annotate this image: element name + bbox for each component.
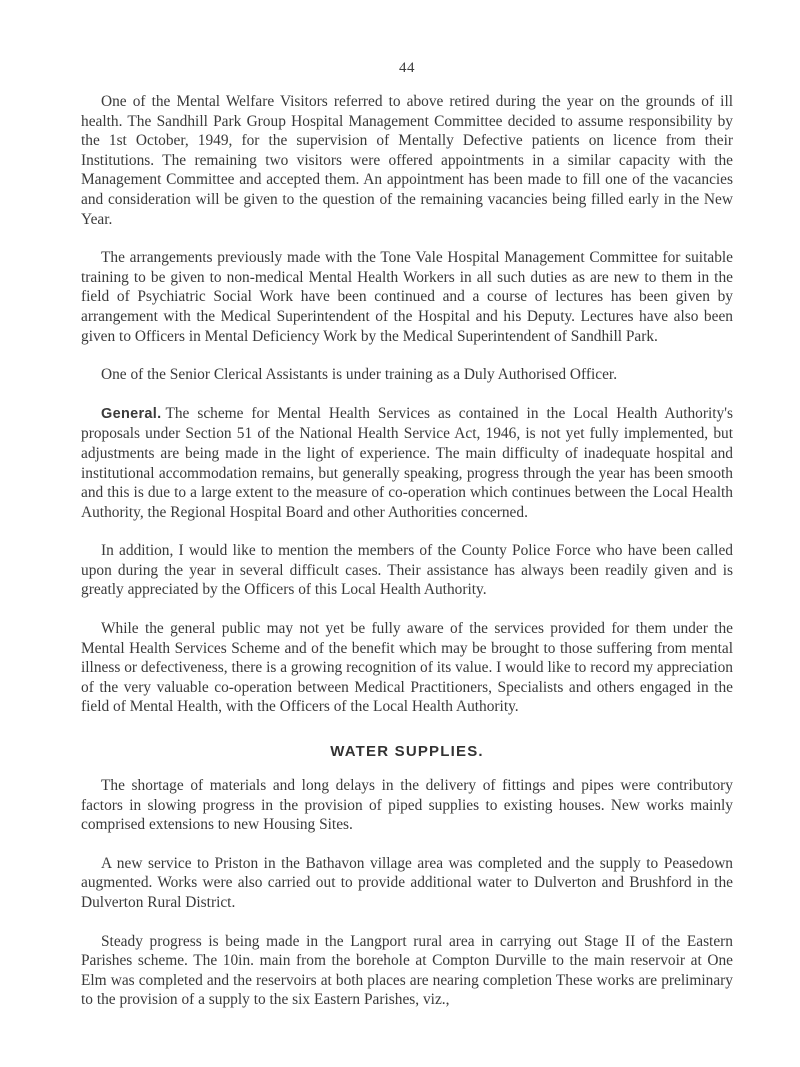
general-text: The scheme for Mental Health Services as contained in the Local Health Authority's proposals under Section 51 of the National Health Service Act, 1946, is not yet fully implemented, but adjustments are being made in the light of experience. The main difficulty of inadequate hospital and institutional accommodation remains, but generally speaking, progress through the year has been smooth and this is due to a large extent to the measure of co-operation which continues between the Local Health Authority, the Regional Hospital Board and other Authorities concerned.: [81, 404, 733, 521]
page-number: 44: [399, 60, 415, 76]
general-heading: General.: [101, 405, 162, 422]
paragraph-general: [81, 404, 733, 523]
paragraph-public: While the general public may not yet be fully aware of the services provided for them under the Mental Health Services Scheme and of the benefit which may be brought to those suffering from mental illness or defectiveness, there is a growing recognition of its value. I would like to record my appreciation of the very valuable co-operation between Medical Practitioners, Specialists and others engaged in the field of Mental Health, with the Officers of the Local Health Authority.: [81, 620, 733, 716]
paragraph-visitors: One of the Mental Welfare Visitors referred to above retired during the year on the grounds of ill health. The Sandhill Park Group Hospital Management Committee decided to assume responsibility by the 1st October, 1949, for the supervision of Mentally Defective patients on licence from their Institutions. The remaining two visitors were offered appointments in a similar capacity with the Management Committee and accepted them. An appointment has been made to fill one of the vacancies and consideration will be given to the question of the remaining vacancies being filled early in the New Year.: [81, 93, 733, 228]
paragraph-langport: Steady progress is being made in the Langport rural area in carrying out Stage II of the Eastern Parishes scheme. The 10in. main from the borehole at Compton Durville to the main reservoir at One Elm was completed and the reservoirs at both places are nearing completion These works are preliminary to the provision of a supply to the six Eastern Parishes, viz.,: [81, 932, 733, 1009]
section-heading-water-supplies: WATER SUPPLIES.: [330, 743, 484, 761]
body-text: [81, 92, 733, 1029]
paragraph-clerical: One of the Senior Clerical Assistants is under training as a Duly Authorised Officer.: [101, 366, 618, 384]
paragraph-police: In addition, I would like to mention the members of the County Police Force who have been called upon during the year in several difficult cases. Their assistance has always been readily given and is greatly appreciated by the Officers of this Local Health Authority.: [81, 542, 733, 599]
paragraph-training: The arrangements previously made with the Tone Vale Hospital Management Committee for suitable training to be given to non-medical Mental Health Workers in all such duties as are new to them in the field of Psychiatric Social Work have been continued and a course of lectures has been given by arrangement with the Medical Superintendent of the Hospital and his Deputy. Lectures have also been given to Officers in Mental Deficiency Work by the Medical Superintendent of Sandhill Park.: [81, 249, 733, 345]
paragraph-shortage: The shortage of materials and long delays in the delivery of fittings and pipes were contributory factors in slowing progress in the provision of piped supplies to existing houses. New works mainly comprised extensions to new Housing Sites.: [81, 777, 733, 834]
paragraph-priston: A new service to Priston in the Bathavon village area was completed and the supply to Peasedown augmented. Works were also carried out to provide additional water to Dulverton and Brushford in the Dulverton Rural District.: [81, 854, 733, 911]
